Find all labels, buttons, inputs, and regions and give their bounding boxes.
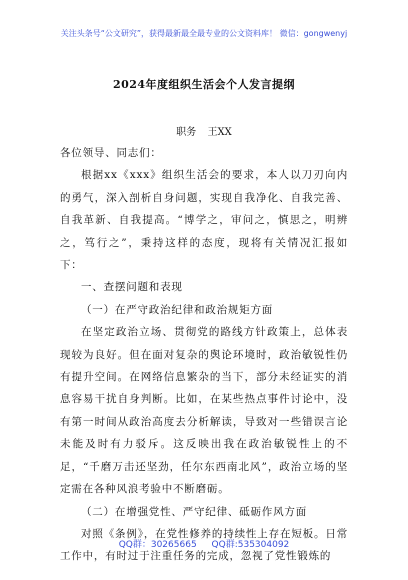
body-paragraph-2: 对照《条例》，在党性修养的持续性上存在短板。日常工作中，有时过于注重任务的完成，忽视了党性锻炼的 — [60, 527, 348, 563]
intro-paragraph: 根据xx《xxx》组织生活会的要求，本人以刀刃向内的勇气，深入剖析自身问题，实现自我净化、自我完善、自我革新、自我提高。“博学之，审问之，慎思之，明辨之，笃行之”，秉持这样的态度，现将有关情况汇报如下： — [60, 169, 348, 272]
footer-qq-group-2[interactable]: QQ群:535304092 — [211, 540, 290, 550]
header-banner[interactable]: 关注头条号“公文研究”，获得最新最全最专业的公文资料库！ 微信：gongwenyj — [60, 29, 348, 38]
author-line: 职务 王XX — [176, 127, 232, 138]
section-heading: 一、查摆问题和表现 — [81, 281, 183, 294]
body-paragraph-1: 在坚定政治立场、贯彻党的路线方针政策上，总体表现较为良好。但在面对复杂的舆论环境时，政治敏锐性仍有提升空间。在网络信息繁杂的当下，部分未经证实的消息容易干扰自身判断。比如，在某些热点事件讨论中，没有第一时间从政治高度去分析解读，导致对一些错误言论未能及时有力驳斥。这反映出我在政治敏锐性上的不足，“千磨万击还坚劲，任尔东西南北风”，政治立场的坚定需在各种风浪考验中不断磨砺。 — [60, 326, 348, 496]
subsection-heading-2: （二）在增强党性、严守纪律、砥砺作风方面 — [81, 505, 307, 518]
subsection-heading-1: （一）在严守政治纪律和政治规矩方面 — [81, 303, 274, 316]
document-body — [60, 142, 348, 568]
footer-qq-group-1[interactable]: QQ群：30265665 — [118, 540, 197, 550]
document-title: 2024年度组织生活会个人发言提纲 — [112, 78, 296, 91]
footer-qq-groups — [0, 537, 408, 550]
salutation: 各位领导、同志们： — [60, 147, 162, 159]
